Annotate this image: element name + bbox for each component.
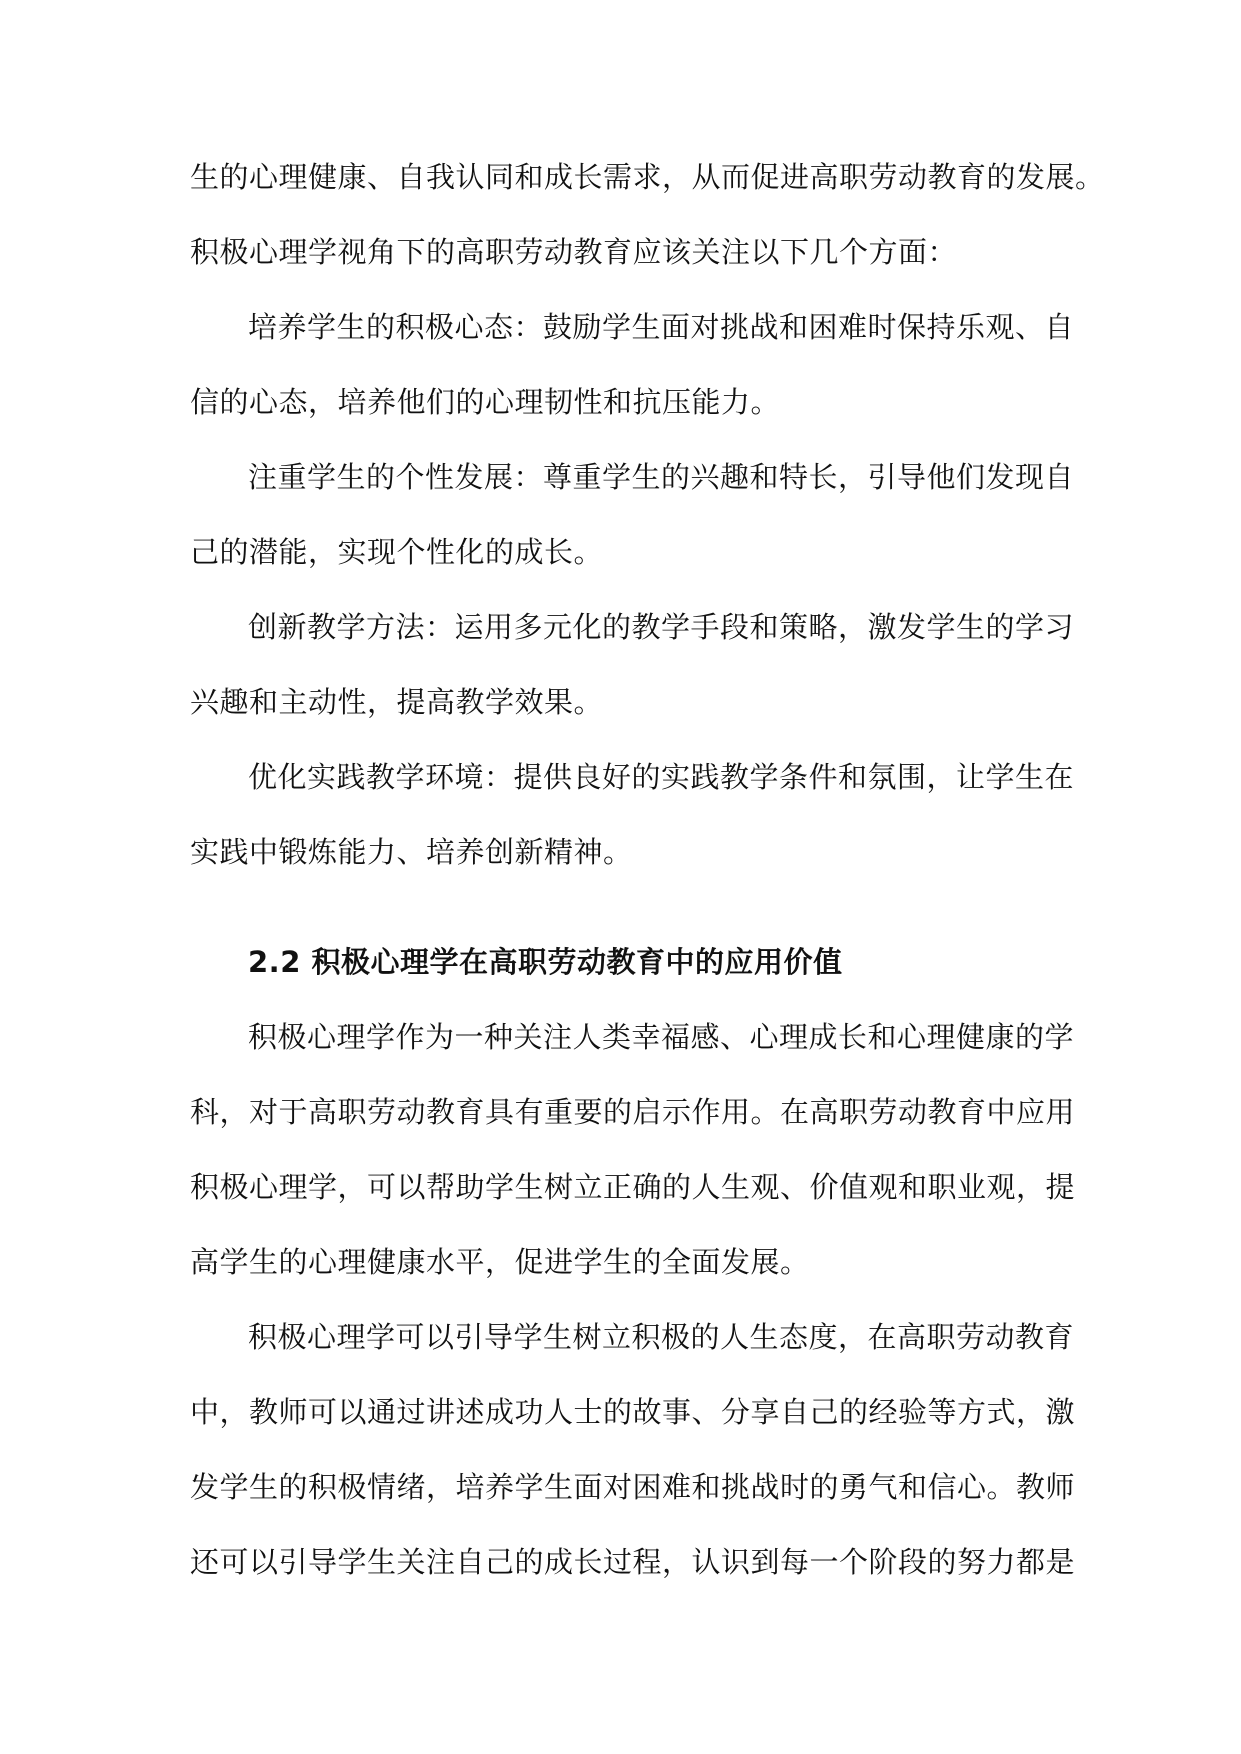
text-line: 兴趣和主动性，提高教学效果。 xyxy=(190,685,604,719)
text-line: 中，教师可以通过讲述成功人士的故事、分享自己的经验等方式，激 xyxy=(190,1395,1076,1429)
paragraph-first-line: 培养学生的积极心态：鼓励学生面对挑战和困难时保持乐观、自 xyxy=(248,310,1075,344)
text-line: 科，对于高职劳动教育具有重要的启示作用。在高职劳动教育中应用 xyxy=(190,1095,1076,1129)
text-line: 高学生的心理健康水平，促进学生的全面发展。 xyxy=(190,1245,810,1279)
text-line: 信的心态，培养他们的心理韧性和抗压能力。 xyxy=(190,385,781,419)
body-text-block-2 xyxy=(190,1000,1076,1600)
text-line: 积极心理学视角下的高职劳动教育应该关注以下几个方面： xyxy=(190,235,958,269)
paragraph-first-line: 积极心理学可以引导学生树立积极的人生态度，在高职劳动教育 xyxy=(248,1320,1075,1354)
paragraph-first-line: 优化实践教学环境：提供良好的实践教学条件和氛围，让学生在 xyxy=(248,760,1075,794)
text-line: 还可以引导学生关注自己的成长过程，认识到每一个阶段的努力都是 xyxy=(190,1545,1076,1579)
text-line: 实践中锻炼能力、培养创新精神。 xyxy=(190,835,633,869)
paragraph-first-line: 注重学生的个性发展：尊重学生的兴趣和特长，引导他们发现自 xyxy=(248,460,1075,494)
paragraph-first-line: 积极心理学作为一种关注人类幸福感、心理成长和心理健康的学 xyxy=(248,1020,1075,1054)
text-line: 发学生的积极情绪，培养学生面对困难和挑战时的勇气和信心。教师 xyxy=(190,1470,1076,1504)
body-text-block-1 xyxy=(190,140,1105,890)
text-line: 积极心理学，可以帮助学生树立正确的人生观、价值观和职业观，提 xyxy=(190,1170,1076,1204)
section-heading: 2.2 积极心理学在高职劳动教育中的应用价值 xyxy=(248,945,843,979)
text-line: 己的潜能，实现个性化的成长。 xyxy=(190,535,604,569)
paragraph-first-line: 创新教学方法：运用多元化的教学手段和策略，激发学生的学习 xyxy=(248,610,1075,644)
text-line: 生的心理健康、自我认同和成长需求，从而促进高职劳动教育的发展。 xyxy=(190,160,1105,194)
